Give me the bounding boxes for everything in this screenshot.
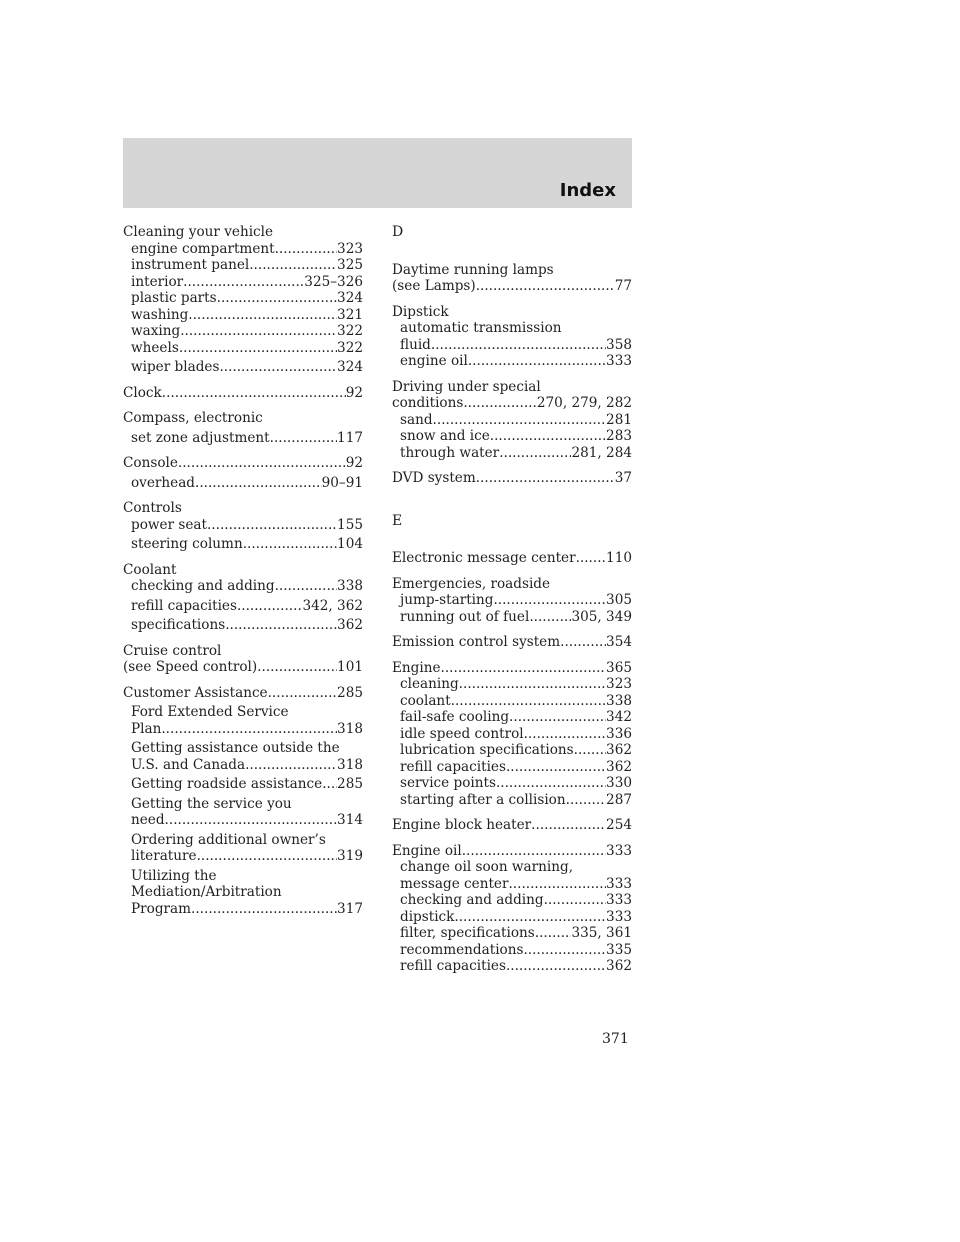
entry: Electronic message center ..... 110 bbox=[392, 550, 632, 567]
subentry: snow and ice ..... 283 bbox=[392, 428, 632, 445]
subentry-line: change oil soon warning, bbox=[400, 859, 574, 875]
subentry: washing ..... 321 bbox=[123, 307, 363, 324]
subentry: steering column ..... 104 bbox=[123, 536, 363, 553]
page-ref: 318 bbox=[337, 720, 363, 737]
subentry: literature ..... 319 bbox=[123, 848, 363, 865]
entry: Engine ..... 365 bbox=[392, 660, 632, 677]
index-entry-emergencies-roadside bbox=[392, 576, 632, 626]
section-letter-d: D bbox=[392, 224, 404, 240]
subentry: jump-starting ..... 305 bbox=[392, 592, 632, 609]
subentry-line: Ordering additional owner’s bbox=[131, 831, 326, 848]
page-ref: 90–91 bbox=[321, 474, 363, 491]
section-title: Index bbox=[559, 180, 616, 201]
subentry: dipstick ..... 333 bbox=[392, 909, 632, 926]
subentry: wheels ..... 322 bbox=[123, 340, 363, 357]
entry-heading: Driving under special bbox=[392, 378, 541, 395]
index-entry-clock bbox=[123, 385, 363, 402]
section-letter-e: E bbox=[392, 512, 403, 529]
page-ref: 287 bbox=[606, 791, 632, 808]
index-entry-engine bbox=[392, 660, 632, 809]
page-ref: 333 bbox=[606, 842, 632, 859]
page-ref: 325 bbox=[337, 257, 363, 273]
page-ref: 281 bbox=[606, 411, 632, 428]
index-entry-engine-block-heater bbox=[392, 817, 632, 834]
page-ref: 92 bbox=[345, 455, 363, 471]
subentry: sand ..... 281 bbox=[392, 412, 632, 429]
subentry: checking and adding ..... 338 bbox=[123, 578, 363, 595]
subentry: checking and adding ..... 333 bbox=[392, 892, 632, 909]
subentry: power seat ..... 155 bbox=[123, 517, 363, 534]
subentry: coolant ..... 338 bbox=[392, 693, 632, 710]
subentry: refill capacities ..... 342, 362 bbox=[123, 598, 363, 615]
page-ref: 317 bbox=[337, 900, 363, 917]
subentry-line: Utilizing the bbox=[131, 867, 217, 884]
subentry-line: automatic transmission bbox=[400, 320, 562, 336]
entry-heading: Cleaning your vehicle bbox=[123, 224, 274, 240]
index-entry-driving-special-conditions bbox=[392, 379, 632, 462]
page-number: 371 bbox=[602, 1031, 629, 1047]
subentry: lubrication specifications ..... 362 bbox=[392, 742, 632, 759]
entry-heading: Cruise control bbox=[123, 642, 222, 659]
page-ref: 330 bbox=[606, 775, 632, 791]
entry: Customer Assistance ..... 285 bbox=[123, 685, 363, 702]
entry: Clock ..... 92 bbox=[123, 385, 363, 402]
page-ref: 285 bbox=[337, 684, 363, 701]
page-ref: 358 bbox=[606, 336, 632, 353]
header-band bbox=[123, 138, 632, 208]
page-ref: 281, 284 bbox=[571, 444, 632, 461]
page-ref: 342 bbox=[606, 709, 632, 725]
index-entry-coolant bbox=[123, 562, 363, 634]
subentry: engine compartment ..... 323 bbox=[123, 241, 363, 258]
page-ref: 101 bbox=[337, 659, 363, 675]
entry-heading: Daytime running lamps bbox=[392, 261, 554, 278]
page-ref: 285 bbox=[337, 776, 363, 792]
entry-heading: Coolant bbox=[123, 561, 177, 578]
page-ref: 333 bbox=[606, 875, 632, 892]
subentry: need ..... 314 bbox=[123, 812, 363, 829]
subentry-line: Getting the service you bbox=[131, 795, 292, 812]
page-ref: 323 bbox=[606, 676, 632, 692]
subentry: Program ..... 317 bbox=[123, 901, 363, 918]
page-ref: 37 bbox=[614, 470, 632, 486]
subentry: instrument panel ..... 325 bbox=[123, 257, 363, 274]
page-ref: 362 bbox=[606, 758, 632, 775]
page-ref: 322 bbox=[337, 339, 363, 356]
page-ref: 117 bbox=[337, 429, 363, 446]
index-entry-cleaning bbox=[123, 224, 363, 376]
index-entry-compass bbox=[123, 410, 363, 446]
subentry: waxing ..... 322 bbox=[123, 323, 363, 340]
subentry: plastic parts ..... 324 bbox=[123, 290, 363, 307]
subentry: set zone adjustment ..... 117 bbox=[123, 430, 363, 447]
index-entry-daytime-running-lamps bbox=[392, 262, 632, 295]
index-column-left bbox=[123, 224, 363, 926]
page-ref: 324 bbox=[337, 290, 363, 306]
page-ref: 324 bbox=[337, 359, 363, 375]
entry: Engine block heater ..... 254 bbox=[392, 817, 632, 834]
subentry: cleaning ..... 323 bbox=[392, 676, 632, 693]
index-entry-electronic-message-center bbox=[392, 550, 632, 567]
entry: Emission control system ..... 354 bbox=[392, 634, 632, 651]
page-ref: 362 bbox=[337, 617, 363, 633]
entry: DVD system ..... 37 bbox=[392, 470, 632, 487]
index-entry-cruise-control bbox=[123, 643, 363, 676]
subentry-line: Ford Extended Service bbox=[131, 704, 289, 720]
subentry: running out of fuel ..... 305, 349 bbox=[392, 609, 632, 626]
page-ref: 323 bbox=[337, 240, 363, 257]
subentry: starting after a collision ..... 287 bbox=[392, 792, 632, 809]
page-ref: 362 bbox=[606, 742, 632, 758]
page-ref: 319 bbox=[337, 848, 363, 864]
subentry-line: Mediation/Arbitration bbox=[131, 884, 282, 900]
page-ref: 318 bbox=[337, 756, 363, 773]
page-ref: 283 bbox=[606, 428, 632, 444]
page-ref: 322 bbox=[337, 323, 363, 339]
index-entry-dipstick bbox=[392, 304, 632, 370]
subentry: idle speed control ..... 336 bbox=[392, 726, 632, 743]
index-entry-dvd-system bbox=[392, 470, 632, 487]
subentry: recommendations ..... 335 bbox=[392, 942, 632, 959]
page-ref: 338 bbox=[606, 692, 632, 709]
subentry: message center ..... 333 bbox=[392, 876, 632, 893]
entry: (see Lamps) ..... 77 bbox=[392, 278, 632, 295]
subentry: overhead ..... 90–91 bbox=[123, 475, 363, 492]
page-ref: 305, 349 bbox=[571, 608, 632, 625]
page-ref: 336 bbox=[606, 725, 632, 742]
subentry: interior ..... 325–326 bbox=[123, 274, 363, 291]
page-ref: 325–326 bbox=[304, 273, 363, 290]
page-ref: 338 bbox=[337, 578, 363, 594]
subentry: filter, specifications ..... 335, 361 bbox=[392, 925, 632, 942]
page-ref: 104 bbox=[337, 536, 363, 552]
page-ref: 333 bbox=[606, 353, 632, 369]
page-ref: 335 bbox=[606, 941, 632, 958]
subentry: Getting roadside assistance ..... 285 bbox=[123, 776, 363, 793]
page-ref: 362 bbox=[606, 958, 632, 974]
subentry: refill capacities ..... 362 bbox=[392, 759, 632, 776]
entry: conditions ..... 270, 279, 282 bbox=[392, 395, 632, 412]
entry-heading: Emergencies, roadside bbox=[392, 575, 551, 592]
page-ref: 92 bbox=[345, 384, 363, 401]
page-ref: 305 bbox=[606, 592, 632, 608]
page-ref: 365 bbox=[606, 659, 632, 676]
subentry: Plan ..... 318 bbox=[123, 721, 363, 738]
index-column-right bbox=[392, 224, 632, 984]
entry: Engine oil ..... 333 bbox=[392, 843, 632, 860]
page-ref: 155 bbox=[337, 516, 363, 533]
page-ref: 354 bbox=[606, 634, 632, 650]
page-ref: 270, 279, 282 bbox=[536, 395, 632, 411]
subentry: wiper blades ..... 324 bbox=[123, 359, 363, 376]
index-entry-engine-oil bbox=[392, 843, 632, 975]
subentry: through water ..... 281, 284 bbox=[392, 445, 632, 462]
page-ref: 333 bbox=[606, 892, 632, 908]
page-ref: 110 bbox=[606, 550, 632, 566]
entry: Console ..... 92 bbox=[123, 455, 363, 472]
subentry: specifications ..... 362 bbox=[123, 617, 363, 634]
page-ref: 333 bbox=[606, 908, 632, 925]
page-ref: 254 bbox=[606, 817, 632, 833]
entry-heading: Controls bbox=[123, 500, 182, 516]
subentry: refill capacities ..... 362 bbox=[392, 958, 632, 975]
subentry-line: Getting assistance outside the bbox=[131, 740, 340, 756]
subentry: fail-safe cooling ..... 342 bbox=[392, 709, 632, 726]
page-ref: 314 bbox=[337, 812, 363, 828]
index-entry-console bbox=[123, 455, 363, 491]
subentry: engine oil ..... 333 bbox=[392, 353, 632, 370]
entry: (see Speed control) ..... 101 bbox=[123, 659, 363, 676]
page-ref: 342, 362 bbox=[302, 597, 363, 614]
subentry: service points ..... 330 bbox=[392, 775, 632, 792]
index-entry-controls bbox=[123, 500, 363, 553]
subentry: fluid ..... 358 bbox=[392, 337, 632, 354]
entry-heading: Compass, electronic bbox=[123, 410, 263, 426]
page-ref: 77 bbox=[614, 278, 632, 294]
index-entry-customer-assistance bbox=[123, 685, 363, 918]
page-ref: 321 bbox=[337, 306, 363, 323]
entry-heading: Dipstick bbox=[392, 303, 449, 320]
page-ref: 335, 361 bbox=[571, 925, 632, 941]
index-entry-emission-control bbox=[392, 634, 632, 651]
subentry: U.S. and Canada ..... 318 bbox=[123, 757, 363, 774]
